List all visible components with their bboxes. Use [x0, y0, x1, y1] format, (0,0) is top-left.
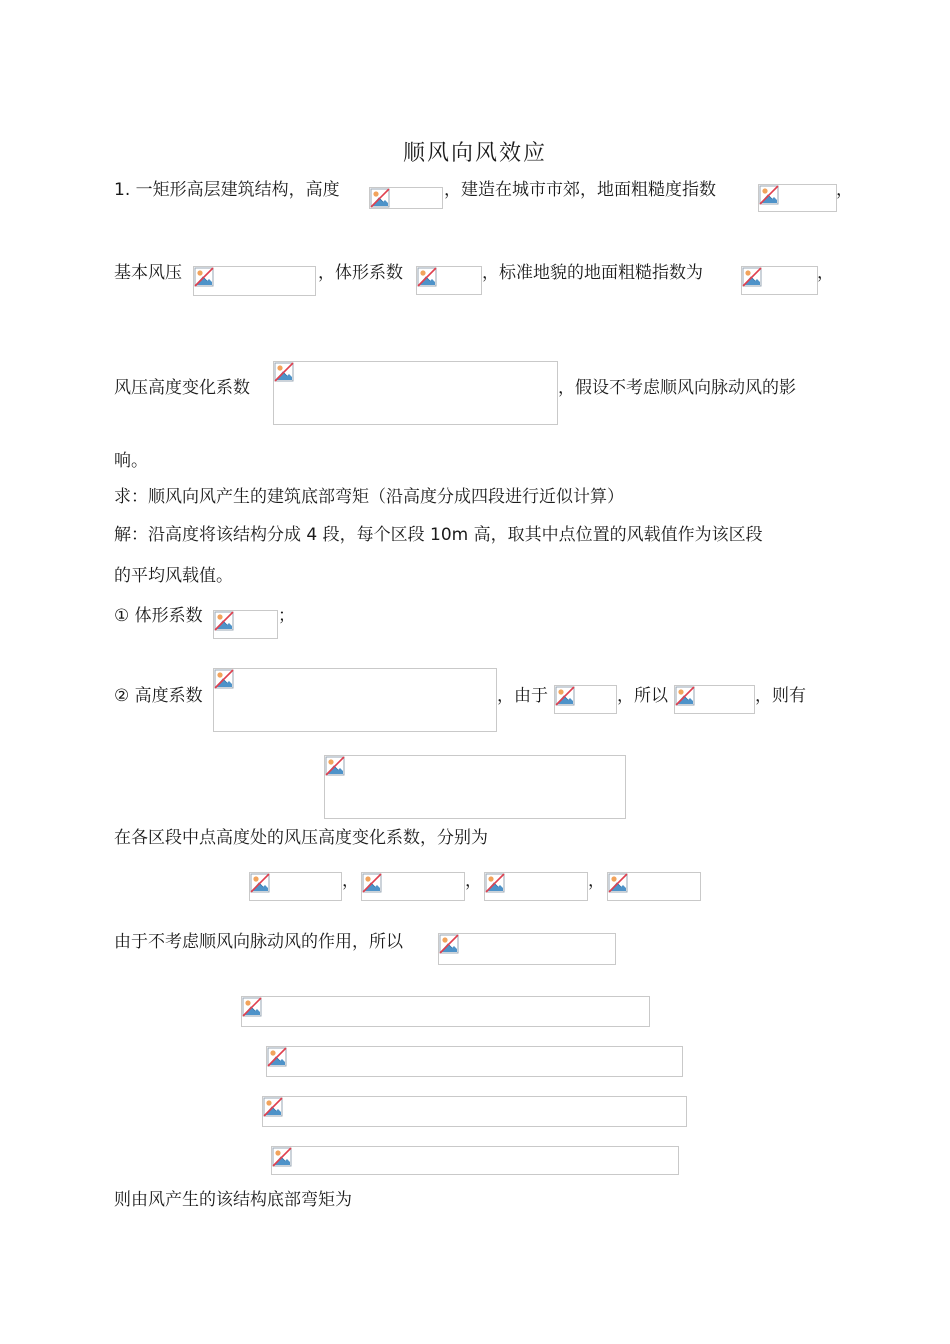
broken-image-icon — [194, 267, 214, 287]
solution-text: 解：沿高度将该结构分成 4 段，每个区段 10m 高，取其中点位置的风载值作为该区段 — [114, 525, 763, 545]
step-text: ，由于 — [497, 686, 548, 706]
solution-text: 的平均风载值。 — [114, 566, 233, 586]
paragraph-text: ，体形系数 — [318, 263, 403, 283]
broken-image-icon — [325, 756, 345, 776]
broken-image-icon — [555, 686, 575, 706]
step-text: ，则有 — [755, 686, 806, 706]
formula-image — [273, 361, 558, 425]
paragraph-text: 1. 一矩形高层建筑结构，高度 — [114, 180, 340, 200]
step-text: ，所以 — [617, 686, 668, 706]
paragraph-text: 则由风产生的该结构底部弯矩为 — [114, 1190, 352, 1210]
page-title: 顺风向风效应 — [402, 141, 547, 166]
broken-image-icon — [439, 934, 459, 954]
step-text: ② 高度系数 — [114, 686, 203, 706]
punctuation: ， — [342, 871, 359, 891]
formula-image — [484, 872, 588, 901]
broken-image-icon — [267, 1047, 287, 1067]
broken-image-icon — [742, 267, 762, 287]
broken-image-icon — [274, 362, 294, 382]
paragraph-text: ，标准地貌的地面粗糙指数为 — [482, 263, 703, 283]
broken-image-icon — [214, 669, 234, 689]
punctuation: ， — [465, 871, 482, 891]
formula-image — [266, 1046, 683, 1077]
question-text: 求：顺风向风产生的建筑底部弯矩（沿高度分成四段进行近似计算） — [114, 487, 624, 507]
paragraph-text: 由于不考虑顺风向脉动风的作用，所以 — [114, 932, 403, 952]
formula-image — [554, 685, 617, 714]
paragraph-text: 基本风压 — [114, 263, 182, 283]
formula-image — [271, 1146, 679, 1175]
formula-image — [249, 872, 342, 901]
formula-image — [416, 266, 482, 295]
broken-image-icon — [242, 997, 262, 1017]
formula-image — [213, 668, 497, 732]
paragraph-text: ，建造在城市市郊，地面粗糙度指数 — [444, 180, 716, 200]
punctuation: ， — [588, 871, 605, 891]
broken-image-icon — [214, 611, 234, 631]
paragraph-text: 在各区段中点高度处的风压高度变化系数，分别为 — [114, 828, 488, 848]
formula-image — [369, 187, 443, 209]
broken-image-icon — [370, 188, 390, 208]
formula-image — [324, 755, 626, 819]
formula-image — [262, 1096, 687, 1127]
broken-image-icon — [362, 873, 382, 893]
paragraph-text: ，假设不考虑顺风向脉动风的影 — [558, 378, 796, 398]
step-text: ① 体形系数 — [114, 606, 203, 626]
broken-image-icon — [759, 185, 779, 205]
formula-image — [758, 184, 837, 212]
formula-image — [607, 872, 701, 901]
broken-image-icon — [608, 873, 628, 893]
formula-image — [674, 685, 755, 714]
formula-image — [361, 872, 465, 901]
broken-image-icon — [675, 686, 695, 706]
formula-image — [741, 266, 818, 295]
broken-image-icon — [272, 1147, 292, 1167]
paragraph-text: 风压高度变化系数 — [114, 378, 250, 398]
paragraph-text: 响。 — [114, 451, 148, 471]
broken-image-icon — [250, 873, 270, 893]
formula-image — [193, 266, 316, 296]
punctuation: ， — [836, 180, 853, 200]
broken-image-icon — [485, 873, 505, 893]
punctuation: ； — [278, 606, 295, 626]
formula-image — [438, 933, 616, 965]
formula-image — [241, 996, 650, 1027]
punctuation: ， — [817, 263, 834, 283]
formula-image — [213, 610, 278, 639]
broken-image-icon — [263, 1097, 283, 1117]
broken-image-icon — [417, 267, 437, 287]
